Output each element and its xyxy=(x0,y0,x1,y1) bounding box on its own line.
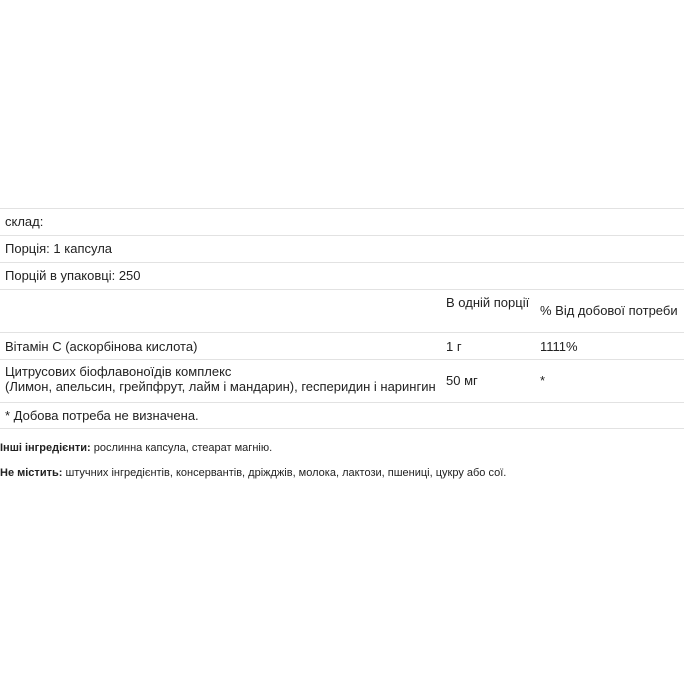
does-not-contain xyxy=(0,467,506,479)
nutrient-name-cell xyxy=(0,364,442,402)
footnote: * Добова потреба не визначена. xyxy=(5,408,199,423)
servings-per-container-row xyxy=(0,262,684,289)
header-amount: В одній порції xyxy=(446,295,530,310)
nutrient-daily-value: * xyxy=(540,373,546,388)
other-ingredients-text: рослинна капсула, стеарат магнію. xyxy=(90,442,273,454)
nutrient-name: Цитрусових біофлавоноїдів комплекс xyxy=(5,364,232,379)
other-ingredients xyxy=(0,442,272,454)
nutrient-name-detail: (Лимон, апельсин, грейпфрут, лайм і мандарин), гесперидин і нарингин xyxy=(5,379,436,394)
serving-size-row xyxy=(0,235,684,262)
nutrient-amount: 1 г xyxy=(446,339,462,354)
servings-per-container: Порцій в упаковці: 250 xyxy=(5,268,141,283)
nutrient-daily-value: 1111% xyxy=(540,339,578,354)
does-not-contain-label: Не містить: xyxy=(0,467,63,479)
does-not-contain-text: штучних інгредієнтів, консервантів, дріжджів, молока, лактози, пшениці, цукру або сої. xyxy=(62,467,507,479)
serving-size: Порція: 1 капсула xyxy=(5,241,113,256)
table-row xyxy=(0,332,684,359)
nutrient-name: Вітамін С (аскорбінова кислота) xyxy=(5,339,198,354)
header-daily-value: % Від добової потреби xyxy=(540,303,678,318)
other-ingredients-label: Інші інгредієнти: xyxy=(0,442,91,454)
table-header-row xyxy=(0,289,684,332)
composition-label: склад: xyxy=(5,214,44,229)
composition-row xyxy=(0,208,684,235)
header-name-cell xyxy=(0,295,442,332)
footnote-row xyxy=(0,402,684,429)
supplement-facts-table xyxy=(0,208,684,429)
table-row xyxy=(0,359,684,402)
nutrient-amount: 50 мг xyxy=(446,373,478,388)
